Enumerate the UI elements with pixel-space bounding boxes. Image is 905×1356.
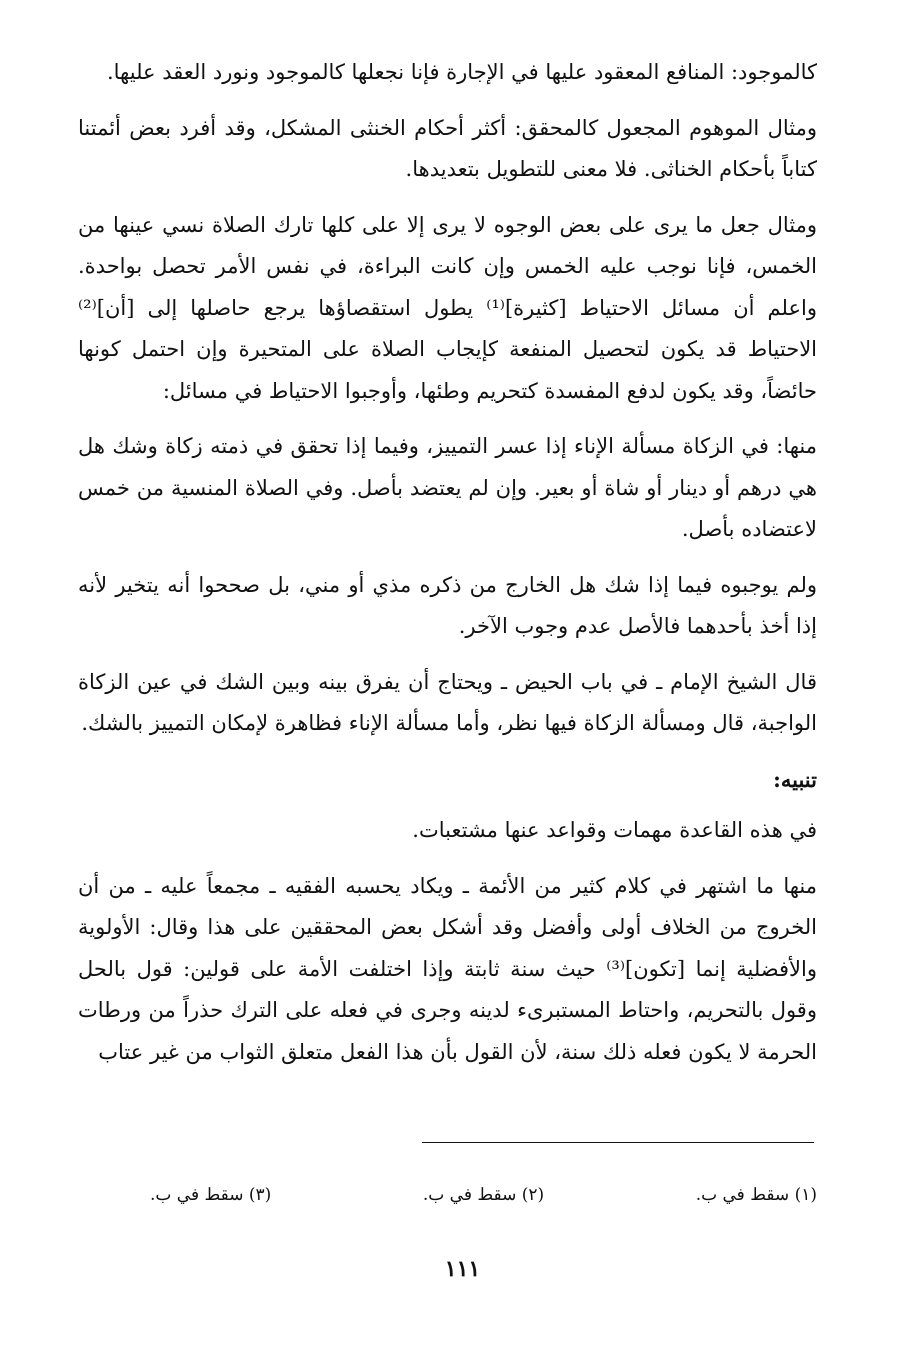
paragraph: كالموجود: المنافع المعقود عليها في الإجارة فإنا نجعلها كالموجود ونورد العقد عليها. bbox=[106, 60, 817, 84]
paragraph: في هذه القاعدة مهمات وقواعد عنها مشتعبات. bbox=[412, 818, 817, 842]
footnote-separator bbox=[422, 1142, 814, 1143]
paragraph: ولم يوجبوه فيما إذا شك هل الخارج من ذكره مذي أو مني، بل صححوا أنه يتخير لأنه إذا أخذ بأحدهما فالأصل عدم وجوب الآخر. bbox=[78, 572, 817, 638]
paragraph: ومثال جعل ما يرى على بعض الوجوه لا يرى إلا على كلها تارك الصلاة نسي عينها من الخمس، فإنا نوجب عليه الخمس وإن كانت البراءة، في نفس الأمر تحصل بواحدة. واعلم أن مسائل الاحتياط [كثيرة]⁽¹⁾ يطول استقصاؤها يرجع حاصلها إلى [أن]⁽²⁾ الاحتياط قد يكون لتحصيل المنفعة كإيجاب الصلاة على المتحيرة وإن احتمل كونها حائضاً، وقد يكون لدفع المفسدة كتحريم وطئها، وأوجبوا الاحتياط في مسائل: bbox=[78, 212, 817, 403]
page-number: ١١١ bbox=[444, 1256, 481, 1282]
footnote-3: (٣) سقط في ب. bbox=[150, 1185, 272, 1205]
paragraph: قال الشيخ الإمام ـ في باب الحيض ـ ويحتاج أن يفرق بينه وبين الشك في عين الزكاة الواجبة، قال ومسألة الزكاة فيها نظر، وأما مسألة الإناء فظاهرة لإمكان التمييز بالشك. bbox=[78, 669, 817, 735]
footnote-2: (٢) سقط في ب. bbox=[422, 1185, 545, 1205]
footnotes bbox=[150, 1180, 817, 1210]
paragraph: ومثال الموهوم المجعول كالمحقق: أكثر أحكام الخنثى المشكل، وقد أفرد بعض أئمتنا كتاباً بأحكام الخناثى. فلا معنى للتطويل بتعديدها. bbox=[78, 115, 817, 181]
main-text bbox=[78, 52, 817, 1087]
section-heading: تنبيه: bbox=[773, 766, 817, 792]
footnote-1: (١) سقط في ب. bbox=[695, 1185, 817, 1205]
paragraph: منها: في الزكاة مسألة الإناء إذا عسر التمييز، وفيما إذا تحقق في ذمته زكاة وشك هل هي درهم أو دينار أو شاة أو بعير. وإن لم يعتضد بأصل. وفي الصلاة المنسية من خمس لاعتضاده بأصل. bbox=[78, 434, 817, 541]
paragraph: منها ما اشتهر في كلام كثير من الأئمة ـ ويكاد يحسبه الفقيه ـ مجمعاً عليه ـ من أن الخروج من الخلاف أولى وأفضل وقد أشكل بعض المحققين على هذا وقال: الأولوية والأفضلية إنما [تكون]⁽³⁾ حيث سنة ثابتة وإذا اختلفت الأمة على قولين: قول بالحل وقول بالتحريم، واحتاط المستبرىء لدينه وجرى في فعله على الترك حذراً من ورطات الحرمة لا يكون فعله ذلك سنة، لأن القول بأن هذا الفعل متعلق الثواب من غير عتاب bbox=[78, 873, 818, 1064]
